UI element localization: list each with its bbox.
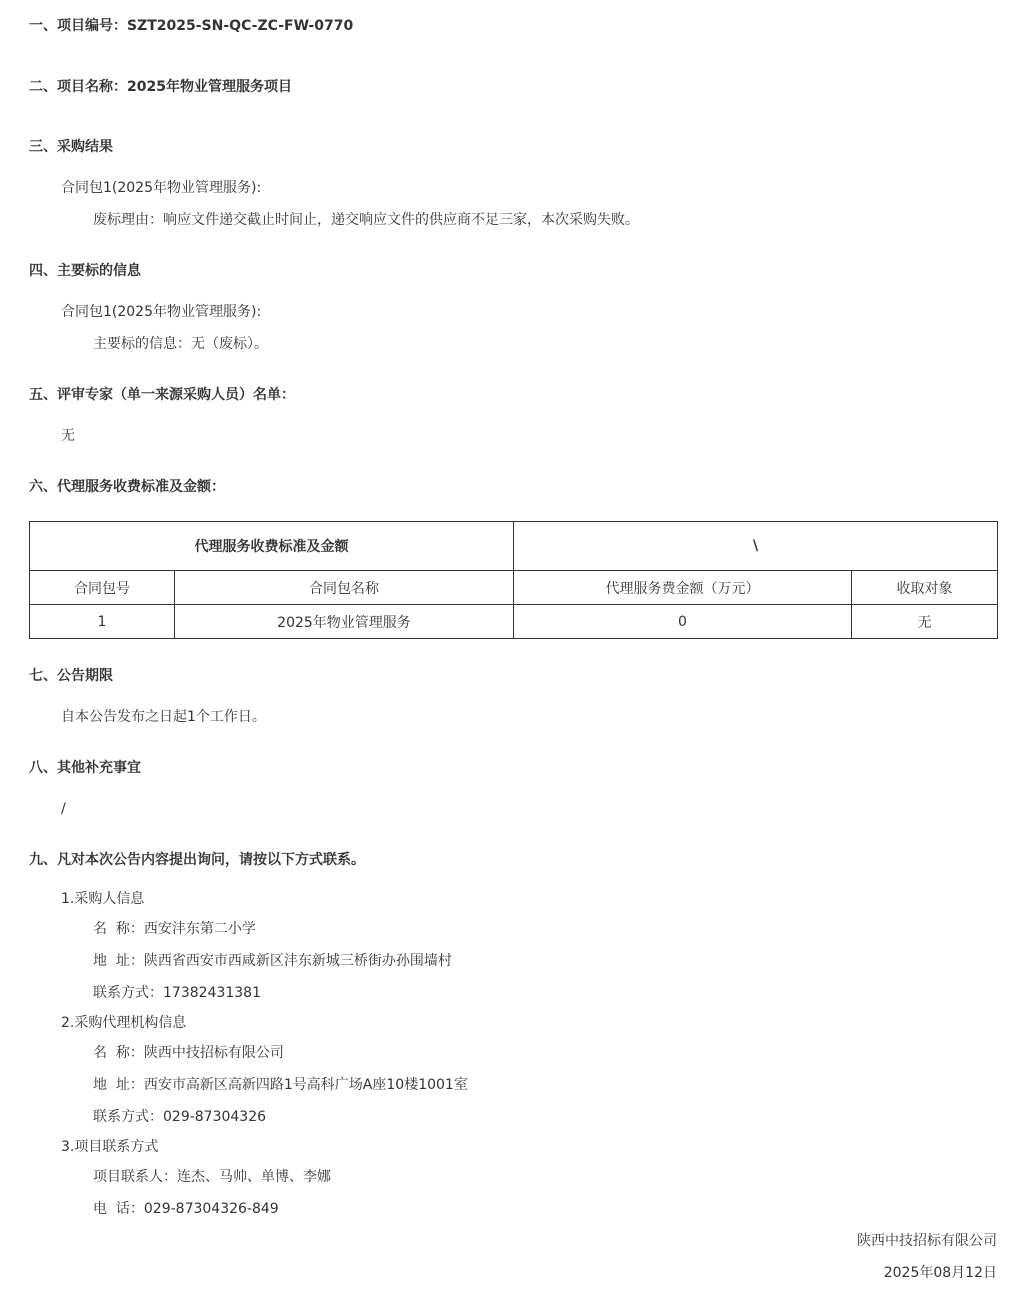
section-contact: 九、凡对本次公告内容提出询问，请按以下方式联系。 <box>29 852 365 868</box>
purchaser-contact: 联系方式：17382431381 <box>93 985 261 1001</box>
section-other-matters: 八、其他补充事宜 <box>29 760 141 776</box>
table-header-right: \ <box>514 522 998 571</box>
agency-contact: 联系方式：029-87304326 <box>93 1109 267 1125</box>
column-header: 合同包号 <box>30 571 175 605</box>
section-notice-period: 七、公告期限 <box>29 668 113 684</box>
footer-company: 陕西中技招标有限公司 <box>857 1233 997 1249</box>
section-agency-fee: 六、代理服务收费标准及金额： <box>29 479 225 495</box>
purchaser-heading: 1.采购人信息 <box>61 891 145 907</box>
column-header: 收取对象 <box>852 571 998 605</box>
section-experts: 五、评审专家（单一来源采购人员）名单： <box>29 387 295 403</box>
subject-detail: 主要标的信息：无（废标）。 <box>93 336 268 352</box>
result-detail: 废标理由：响应文件递交截止时间止，递交响应文件的供应商不足三家，本次采购失败。 <box>93 212 639 228</box>
column-header: 代理服务费金额（万元） <box>514 571 852 605</box>
purchaser-name: 名 称：西安沣东第二小学 <box>93 921 256 937</box>
section-procurement-result: 三、采购结果 <box>29 139 113 155</box>
section-project-number: 一、项目编号：SZT2025-SN-QC-ZC-FW-0770 <box>29 18 354 34</box>
result-package: 合同包1(2025年物业管理服务): <box>61 180 262 196</box>
column-header: 合同包名称 <box>175 571 514 605</box>
other-matters-content: / <box>61 801 66 817</box>
table-header-left: 代理服务收费标准及金额 <box>30 522 514 571</box>
table-column-row <box>30 571 998 605</box>
agency-name: 名 称：陕西中技招标有限公司 <box>93 1045 284 1061</box>
project-contact-phone: 电 话：029-87304326-849 <box>93 1201 279 1217</box>
section-project-name: 二、项目名称：2025年物业管理服务项目 <box>29 79 292 95</box>
agency-address: 地 址：西安市高新区高新四路1号高科广场A座10楼1001室 <box>93 1077 468 1093</box>
project-contact-person: 项目联系人：连杰、马帅、单博、李娜 <box>93 1169 331 1185</box>
notice-period-content: 自本公告发布之日起1个工作日。 <box>61 709 266 725</box>
experts-content: 无 <box>61 428 75 444</box>
table-cell: 1 <box>30 605 175 639</box>
agency-heading: 2.采购代理机构信息 <box>61 1015 187 1031</box>
purchaser-address: 地 址：陕西省西安市西咸新区沣东新城三桥街办孙围墙村 <box>93 953 452 969</box>
table-cell: 无 <box>852 605 998 639</box>
subject-package: 合同包1(2025年物业管理服务): <box>61 304 262 320</box>
table-header-row <box>30 522 998 571</box>
agency-fee-table <box>29 521 998 639</box>
table-cell: 0 <box>514 605 852 639</box>
section-main-subject: 四、主要标的信息 <box>29 263 141 279</box>
project-contact-heading: 3.项目联系方式 <box>61 1139 159 1155</box>
table-cell: 2025年物业管理服务 <box>175 605 514 639</box>
footer-date: 2025年08月12日 <box>883 1265 997 1281</box>
table-row <box>30 605 998 639</box>
